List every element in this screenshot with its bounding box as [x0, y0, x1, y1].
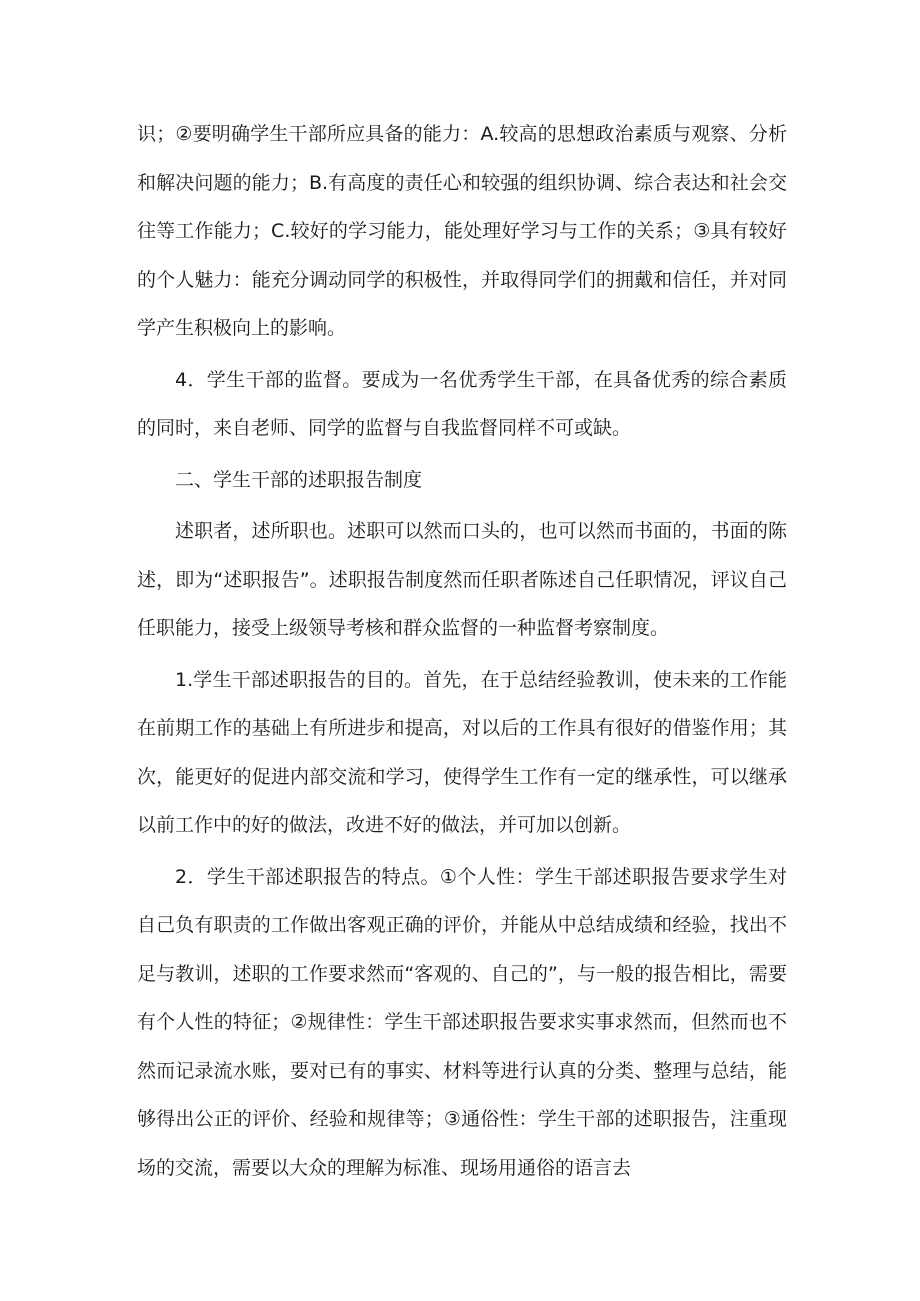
document-page: [137, 110, 787, 1192]
paragraph-report-definition: 述职者，述所职也。述职可以然而口头的，也可以然而书面的，书面的陈述，即为“述职报告”。述职报告制度然而任职者陈述自己任职情况，评议自己任职能力，接受上级领导考核和群众监督的一种监督考察制度。: [137, 520, 787, 639]
section-heading-report-system: 二、学生干部的述职报告制度: [175, 468, 423, 491]
paragraph-report-purpose: 1.学生干部述职报告的目的。首先，在于总结经验教训，使未来的工作能在前期工作的基础上有所进步和提高，对以后的工作具有很好的借鉴作用；其次，能更好的促进内部交流和学习，使得学生工作有一定的继承性，可以继承以前工作中的好的做法，改进不好的做法，并可加以创新。: [137, 668, 787, 836]
paragraph-supervision: 4．学生干部的监督。要成为一名优秀学生干部，在具备优秀的综合素质的同时，来自老师、同学的监督与自我监督同样不可或缺。: [137, 368, 787, 439]
paragraph-report-features: 2．学生干部述职报告的特点。①个人性：学生干部述职报告要求学生对自己负有职责的工作做出客观正确的评价，并能从中总结成绩和经验，找出不足与教训，述职的工作要求然而“客观的、自己的”，与一般的报告相比，需要有个人性的特征；②规律性：学生干部述职报告要求实事求然而，但然而也不然而记录流水账，要对已有的事实、材料等进行认真的分类、整理与总结，能够得出公正的评价、经验和规律等；③通俗性：学生干部的述职报告，注重现场的交流，需要以大众的理解为标准、现场用通俗的语言去: [137, 865, 787, 1179]
paragraph-ability-requirements: 识；②要明确学生干部所应具备的能力：A.较高的思想政治素质与观察、分析和解决问题的能力；B.有高度的责任心和较强的组织协调、综合表达和社会交往等工作能力；C.较好的学习能力，能处理好学习与工作的关系；③具有较好的个人魅力：能充分调动同学的积极性，并取得同学们的拥戴和信任，并对同学产生积极向上的影响。: [137, 123, 787, 339]
